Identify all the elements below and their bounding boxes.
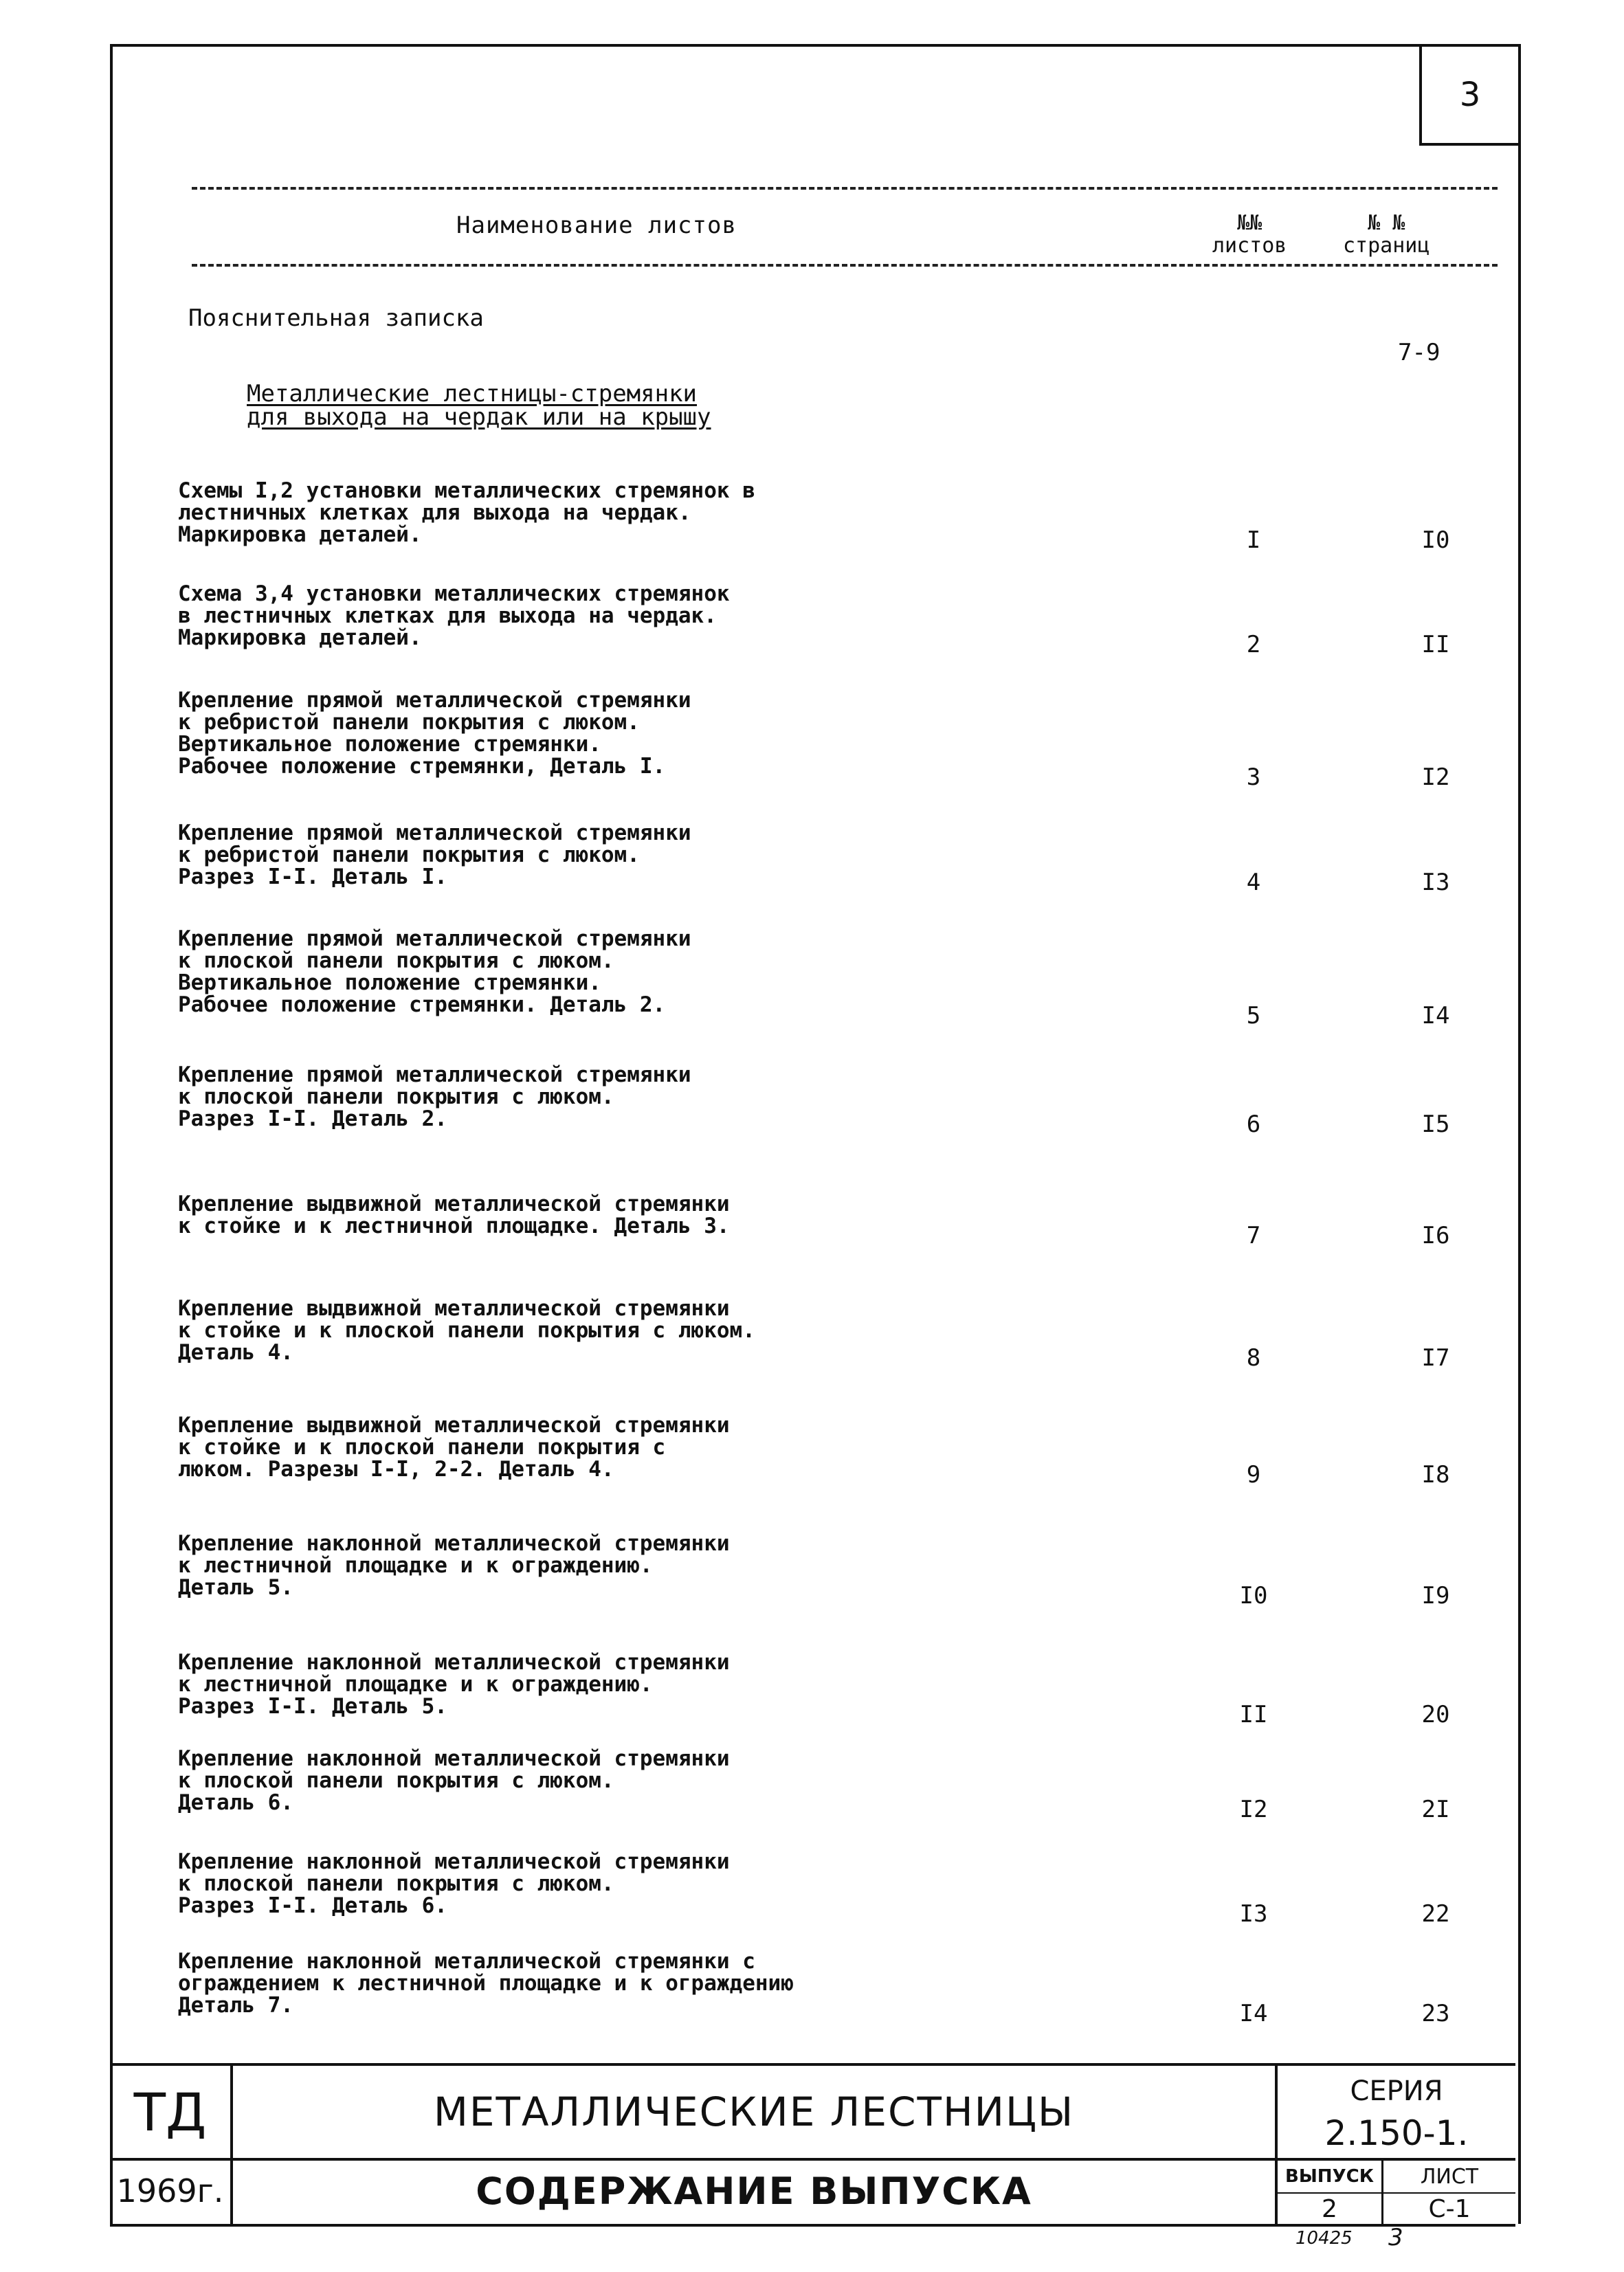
toc-row-sheet: I3 <box>1239 1900 1268 1928</box>
toc-row-sheet: 3 <box>1246 764 1261 791</box>
toc-row-page: I6 <box>1421 1222 1450 1249</box>
title-block <box>110 2063 1515 2227</box>
document-subtitle: СОДЕРЖАНИЕ ВЫПУСКА <box>476 2169 1032 2213</box>
column-header-pages-top: № № <box>1368 211 1405 235</box>
toc-row-description: Схема 3,4 установки металлических стремянок в лестничных клетках для выхода на чердак. Маркировка деталей. <box>178 581 730 650</box>
toc-row-description: Крепление наклонной металлической стремянки с ограждением к лестничной площадке и к ограждению Деталь 7. <box>178 1949 794 2018</box>
toc-row-description: Крепление наклонной металлической стремянки к плоской панели покрытия с люком. Деталь 6. <box>178 1746 730 1815</box>
column-header-pages-bottom: страниц <box>1343 234 1430 258</box>
toc-row-description: Крепление прямой металлической стремянки к плоской панели покрытия с люком. Разрез I-I. Деталь 2. <box>178 1062 691 1131</box>
toc-row-sheet: 9 <box>1246 1461 1261 1489</box>
document-title: МЕТАЛЛИЧЕСКИЕ ЛЕСТНИЦЫ <box>433 2089 1075 2135</box>
sheet-label: ЛИСТ <box>1420 2164 1479 2189</box>
toc-row-page: 22 <box>1421 1900 1450 1928</box>
toc-row-description: Крепление наклонной металлической стремянки к лестничной площадке и к ограждению. Разрез I-I. Деталь 5. <box>178 1650 730 1719</box>
toc-row-page: I2 <box>1421 764 1450 791</box>
year: 1969г. <box>116 2172 224 2209</box>
series-value: 2.150-1. <box>1324 2113 1469 2153</box>
series-label: СЕРИЯ <box>1350 2075 1443 2107</box>
toc-row-sheet: I2 <box>1239 1796 1268 1823</box>
toc-row-page: I7 <box>1421 1344 1450 1372</box>
intro-pages: 7-9 <box>1398 339 1441 366</box>
toc-row-description: Крепление прямой металлической стремянки к ребристой панели покрытия с люком. Разрез I-I. Деталь I. <box>178 821 691 889</box>
toc-row-page: I5 <box>1421 1111 1450 1138</box>
column-header-sheets <box>1212 212 1287 257</box>
toc-row-description: Крепление наклонной металлической стремянки к лестничной площадке и к ограждению. Деталь 5. <box>178 1531 730 1600</box>
toc-row-description: Крепление выдвижной металлической стремянки к стойке и к лестничной площадке. Деталь 3. <box>178 1192 730 1238</box>
header-bottom-rule <box>192 264 1498 267</box>
column-header-sheets-bottom: листов <box>1212 234 1287 258</box>
sheet-value: С-1 <box>1428 2194 1471 2223</box>
toc-row-page: I9 <box>1421 1582 1450 1610</box>
toc-row-sheet: I4 <box>1239 2000 1268 2027</box>
section-heading-line-1: Металлические лестницы-стремянки <box>247 380 698 408</box>
toc-row-description: Крепление прямой металлической стремянки к ребристой панели покрытия с люком. Вертикальное положение стремянки. Рабочее положение стремянки, Деталь I. <box>178 688 691 779</box>
toc-row-description: Крепление выдвижной металлической стремянки к стойке и к плоской панели покрытия с люком. Разрезы I-I, 2-2. Деталь 4. <box>178 1413 730 1482</box>
toc-row-page: I4 <box>1421 1002 1450 1029</box>
toc-row-sheet: 4 <box>1246 869 1261 896</box>
issue-label: ВЫПУСК <box>1285 2166 1374 2187</box>
toc-row-sheet: 6 <box>1246 1111 1261 1138</box>
toc-row-sheet: 2 <box>1246 631 1261 658</box>
toc-row-description: Схемы I,2 установки металлических стремянок в лестничных клетках для выхода на чердак. Маркировка деталей. <box>178 478 755 547</box>
toc-row-sheet: I <box>1246 526 1261 554</box>
intro-label: Пояснительная записка <box>188 304 484 332</box>
toc-row-page: 2I <box>1421 1796 1450 1823</box>
section-heading-line-2: для выхода на чердак или на крышу <box>247 403 711 431</box>
page-corner-number: 3 <box>1419 44 1521 146</box>
toc-row-description: Крепление выдвижной металлической стремянки к стойке и к плоской панели покрытия с люком. Деталь 4. <box>178 1296 755 1365</box>
column-header-sheets-top: №№ <box>1237 211 1263 235</box>
toc-row-description: Крепление прямой металлической стремянки к плоской панели покрытия с люком. Вертикальное положение стремянки. Рабочее положение стремянки. Деталь 2. <box>178 926 691 1017</box>
column-header-name: Наименование листов <box>456 212 737 239</box>
toc-row-sheet: 7 <box>1246 1222 1261 1249</box>
column-header-pages <box>1343 212 1430 257</box>
toc-row-sheet: 8 <box>1246 1344 1261 1372</box>
toc-row-page: I3 <box>1421 869 1450 896</box>
toc-row-page: I0 <box>1421 526 1450 554</box>
toc-row-page: 23 <box>1421 2000 1450 2027</box>
toc-row-sheet: II <box>1239 1701 1268 1728</box>
toc-row-sheet: 5 <box>1246 1002 1261 1029</box>
toc-row-page: 20 <box>1421 1701 1450 1728</box>
toc-row-page: II <box>1421 631 1450 658</box>
toc-row-page: I8 <box>1421 1461 1450 1489</box>
issue-value: 2 <box>1322 2194 1337 2223</box>
drawing-sheet <box>110 44 1521 2224</box>
toc-row-description: Крепление наклонной металлической стремянки к плоской панели покрытия с люком. Разрез I-I. Деталь 6. <box>178 1849 730 1918</box>
section-heading <box>247 382 711 429</box>
org-code: ТД <box>133 2081 207 2143</box>
toc-row-sheet: I0 <box>1239 1582 1268 1610</box>
archive-page: 3 <box>1388 2224 1403 2251</box>
header-top-rule <box>192 187 1498 190</box>
archive-number: 10425 <box>1295 2228 1353 2249</box>
